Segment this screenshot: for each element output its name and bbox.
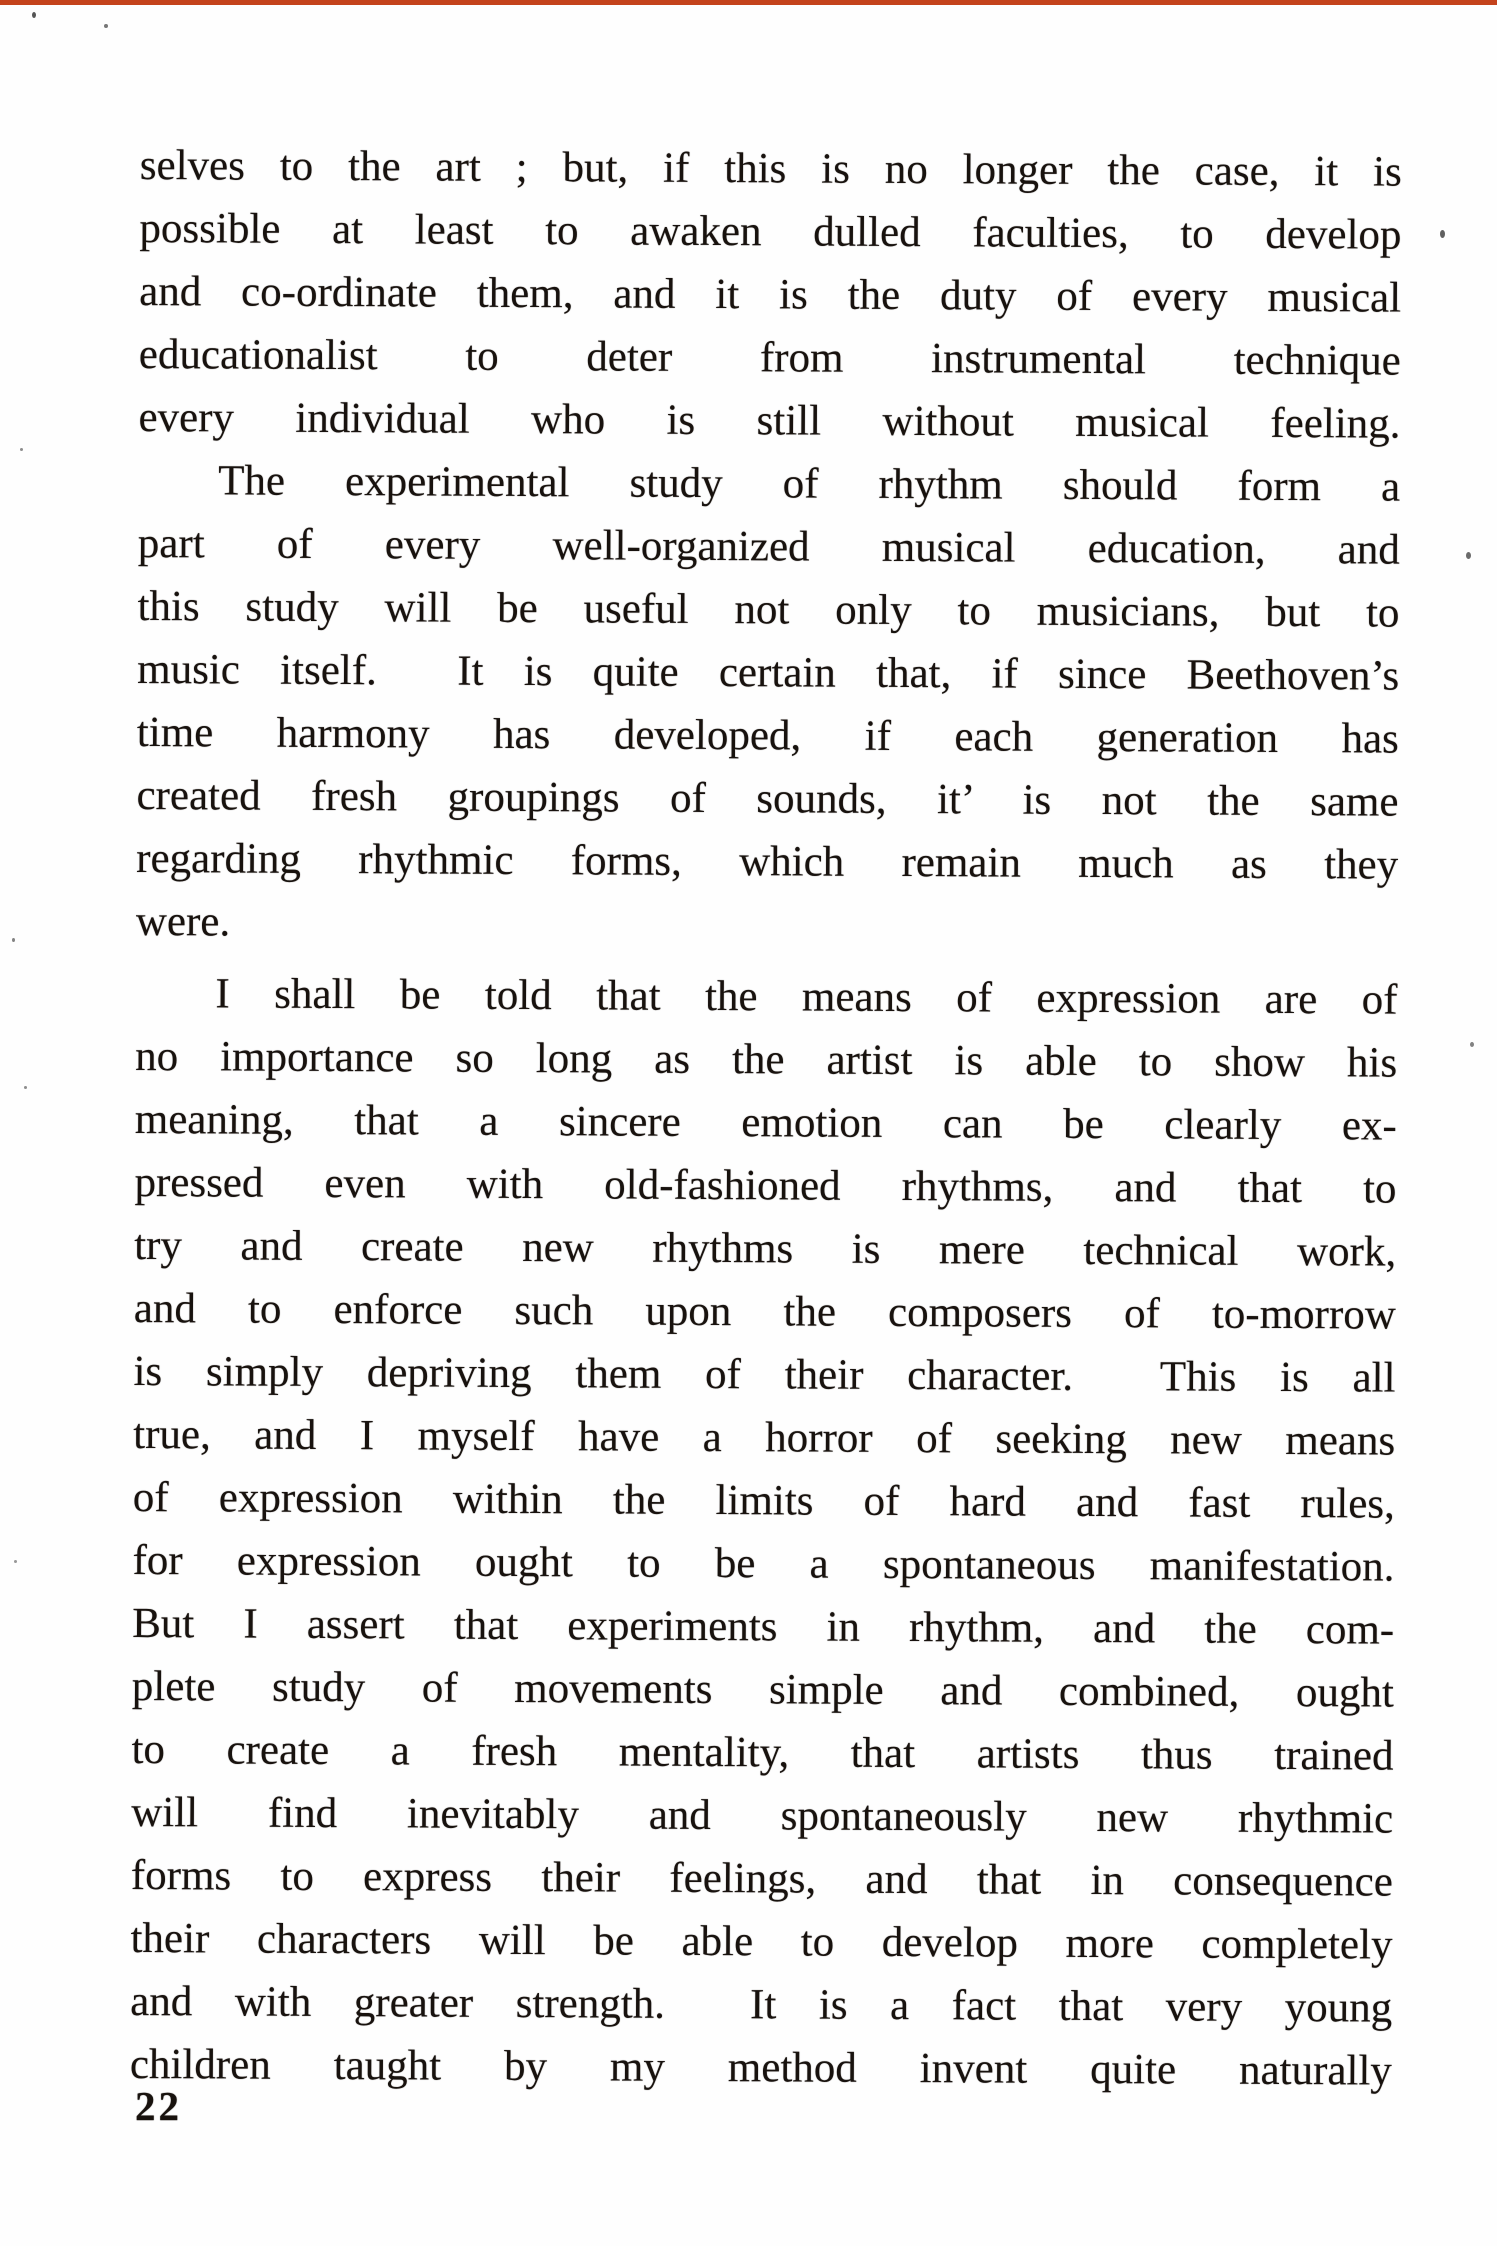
text-line: and with greater strength. It is a fact that very young [130,1977,1393,2032]
scan-speck [104,24,108,28]
scan-speck [1440,230,1445,238]
text-line: were. [135,897,231,946]
scan-top-edge-stripe [0,0,1497,5]
text-line: regarding rhythmic forms, which remain much as they [136,834,1399,889]
text-line: this study will be useful not only to musicians, but to [137,582,1400,637]
text-line: possible at least to awaken dulled faculties, to develop [139,204,1402,259]
text-line: plete study of movements simple and combined, ought [131,1662,1394,1717]
text-line: true, and I myself have a horror of seeking new means [133,1410,1396,1465]
text-line: meaning, that a sincere emotion can be clearly ex- [134,1095,1397,1150]
scan-speck [1470,1042,1474,1047]
text-line: every individual who is still without musical feeling. [138,393,1401,448]
scan-speck [12,938,15,942]
text-line: part of every well-organized musical education, and [137,519,1400,574]
text-line: children taught by my method invent quite naturally [129,2040,1392,2095]
text-line: to create a fresh mentality, that artists thus trained [131,1725,1394,1780]
text-line: their characters will be able to develop more completely [130,1914,1393,1969]
text-line: of expression within the limits of hard and fast rules, [132,1473,1395,1528]
text-line: forms to express their feelings, and that in consequence [130,1851,1393,1906]
text-line: created fresh groupings of sounds, it’ is not the same [136,771,1399,826]
scan-speck [32,12,36,18]
text-line: time harmony has developed, if each generation has [136,708,1399,763]
text-line: But I assert that experiments in rhythm, and the com- [132,1599,1395,1654]
page-number: 22 [135,2083,182,2129]
text-line: try and create new rhythms is mere technical work, [134,1221,1397,1276]
text-line: The experimental study of rhythm should form a [218,457,1401,511]
text-line: educationalist to deter from instrumental technique [138,330,1401,385]
page-text [130,134,1402,2103]
scan-speck [20,448,23,451]
text-line: is simply depriving them of their character. This is all [133,1347,1396,1402]
scan-speck [14,1560,17,1563]
scan-speck [24,1086,27,1089]
text-line: and to enforce such upon the composers of to-morrow [133,1284,1396,1339]
text-line: no importance so long as the artist is able to show his [135,1032,1398,1087]
text-line: I shall be told that the means of expression are of [215,970,1398,1024]
scan-speck [1466,552,1471,559]
text-line: for expression ought to be a spontaneous manifestation. [132,1536,1395,1591]
text-line: pressed even with old-fashioned rhythms, and that to [134,1158,1397,1213]
text-line: and co-ordinate them, and it is the duty of every musical [139,267,1402,322]
text-line: will find inevitably and spontaneously new rhythmic [131,1788,1394,1843]
text-line: music itself. It is quite certain that, if since Beethoven’s [137,645,1400,700]
text-line: selves to the art ; but, if this is no longer the case, it is [139,141,1402,196]
